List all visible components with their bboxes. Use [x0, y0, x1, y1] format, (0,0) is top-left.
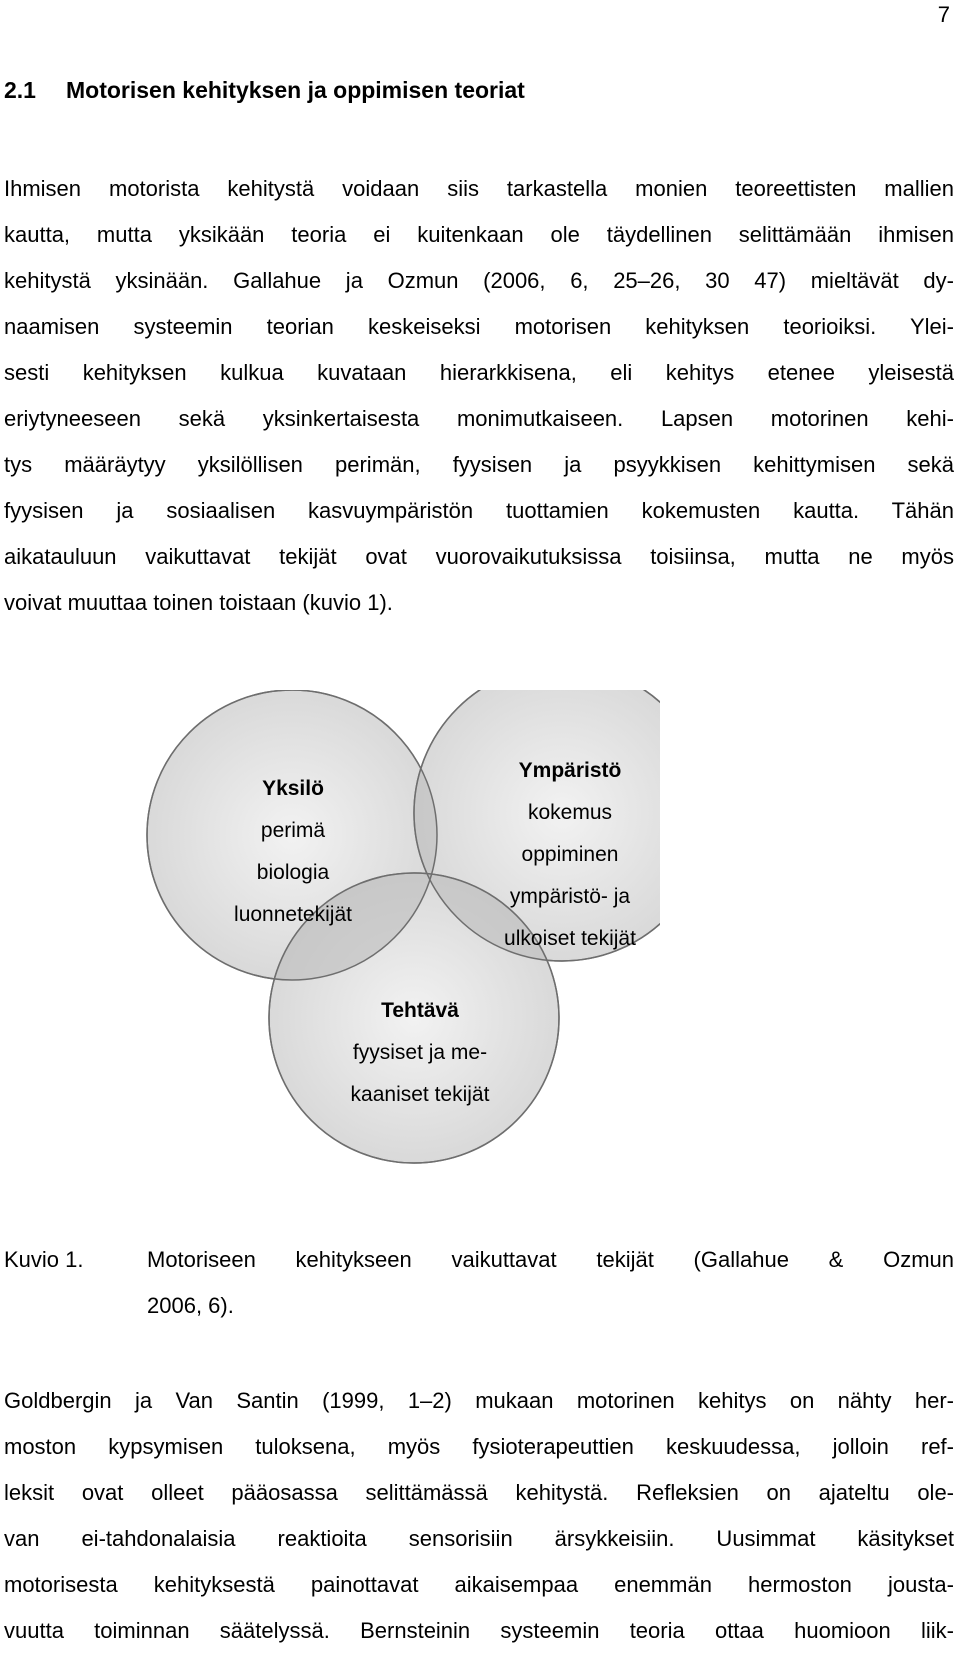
yksilo-item: luonnetekijät [234, 903, 352, 926]
paragraph-goldberg [4, 1378, 954, 1654]
section-number: 2.1 [4, 77, 36, 103]
paragraph-line: sesti kehityksen kulkua kuvataan hierarkkisena, eli kehitys etenee yleisestä [4, 360, 954, 385]
label-ymparisto [470, 750, 670, 960]
ymparisto-item: ulkoiset tekijät [504, 927, 636, 950]
paragraph-line: Ihmisen motorista kehitystä voidaan siis tarkastella monien teoreettisten mallien [4, 176, 954, 201]
caption-label: Kuvio 1. [4, 1247, 84, 1272]
yksilo-item: biologia [256, 861, 330, 884]
section-heading [4, 77, 525, 104]
tehtava-title: Tehtävä [381, 999, 459, 1022]
paragraph-line: tys määräytyy yksilöllisen perimän, fyysisen ja psyykkisen kehittymisen sekä [4, 452, 954, 477]
caption-line: Motoriseen kehitykseen vaikuttavat tekijät (Gallahue & Ozmun [147, 1247, 954, 1272]
caption-line: 2006, 6). [147, 1293, 234, 1318]
page-number: 7 [937, 2, 950, 27]
paragraph-line: voivat muuttaa toinen toistaan (kuvio 1). [4, 590, 393, 615]
ymparisto-item: kokemus [527, 801, 613, 824]
paragraph-line: Goldbergin ja Van Santin (1999, 1–2) mukaan motorinen kehitys on nähty her- [4, 1388, 954, 1413]
ymparisto-item: oppiminen [521, 843, 619, 866]
paragraph-line: van ei-tahdonalaisia reaktioita sensorisiin ärsykkeisiin. Uusimmat käsitykset [4, 1526, 954, 1551]
paragraph-line: vuutta toiminnan säätelyssä. Bernsteinin systeemin teoria ottaa huomioon liik- [4, 1618, 954, 1643]
venn-diagram [140, 690, 660, 1230]
yksilo-item: perimä [260, 819, 326, 842]
paragraph-line: fyysisen ja sosiaalisen kasvuympäristön tuottamien kokemusten kautta. Tähän [4, 498, 954, 523]
paragraph-line: eriytyneeseen sekä yksinkertaisesta monimutkaiseen. Lapsen motorinen kehi- [4, 406, 954, 431]
tehtava-item: fyysiset ja me- [352, 1041, 488, 1064]
paragraph-line: kehitystä yksinään. Gallahue ja Ozmun (2006, 6, 25–26, 30 47) mieltävät dy- [4, 268, 954, 293]
label-yksilo [208, 768, 378, 936]
paragraph-intro [4, 166, 954, 626]
caption-text [147, 1237, 954, 1329]
paragraph-line: moston kypsymisen tuloksena, myös fysioterapeuttien keskuudessa, jolloin ref- [4, 1434, 954, 1459]
paragraph-line: motorisesta kehityksestä painottavat aikaisempaa enemmän hermoston jousta- [4, 1572, 954, 1597]
paragraph-line: kautta, mutta yksikään teoria ei kuitenkaan ole täydellinen selittämään ihmisen [4, 222, 954, 247]
yksilo-title: Yksilö [262, 777, 324, 800]
ymparisto-title: Ympäristö [518, 759, 622, 782]
paragraph-line: aikatauluun vaikuttavat tekijät ovat vuorovaikutuksissa toisiinsa, mutta ne myös [4, 544, 954, 569]
ymparisto-item: ympäristö- ja [509, 885, 631, 908]
paragraph-line: naamisen systeemin teorian keskeiseksi motorisen kehityksen teorioiksi. Ylei- [4, 314, 954, 339]
section-title: Motorisen kehityksen ja oppimisen teoriat [66, 77, 525, 103]
paragraph-line: leksit ovat olleet pääosassa selittämässä kehitystä. Refleksien on ajateltu ole- [4, 1480, 954, 1505]
label-tehtava [310, 990, 530, 1116]
tehtava-item: kaaniset tekijät [350, 1083, 490, 1106]
